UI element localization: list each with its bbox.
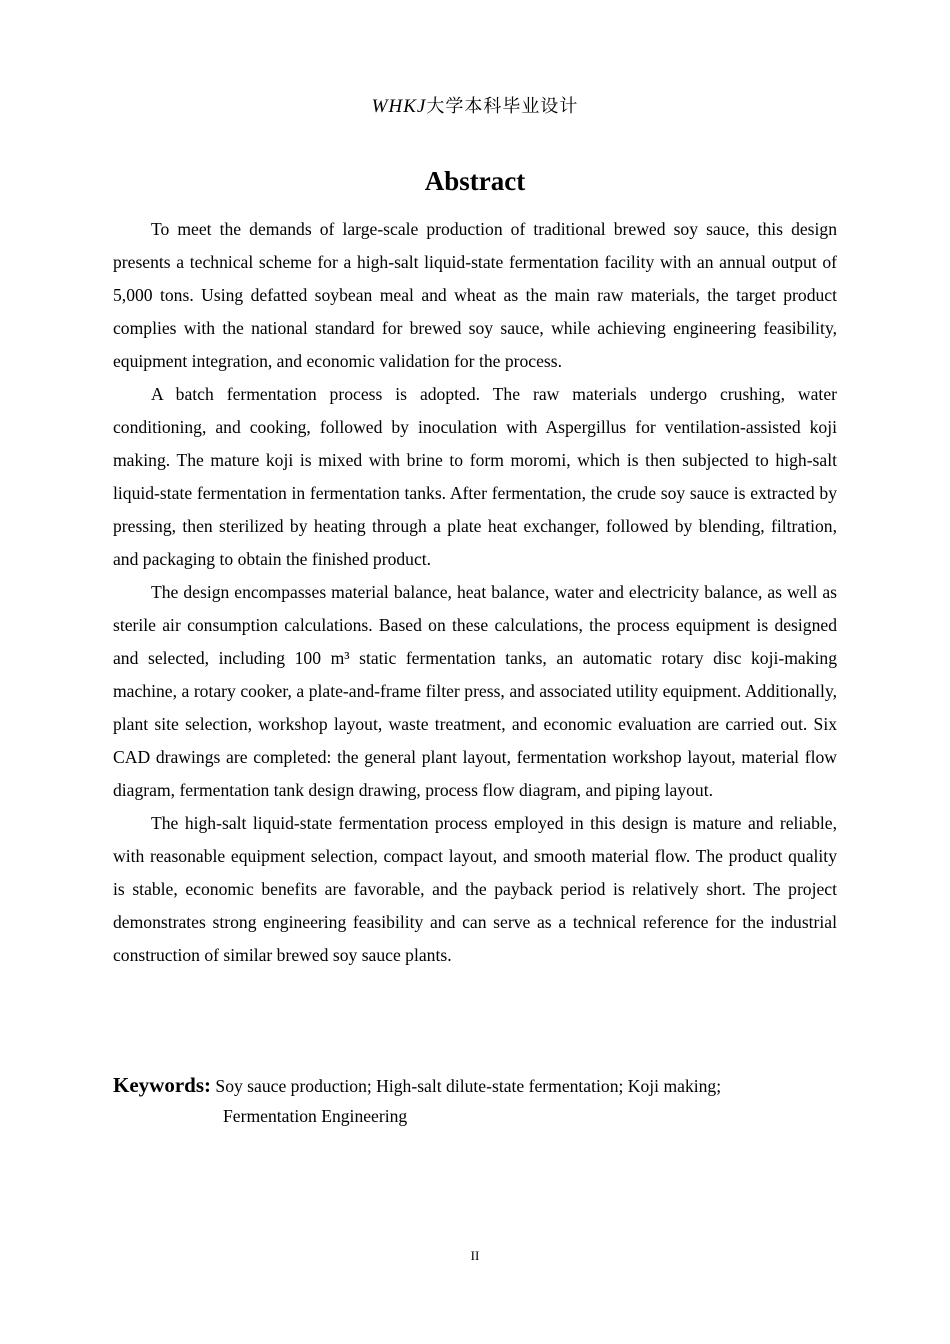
keywords-block	[113, 1070, 837, 1131]
page-title: Abstract	[424, 166, 526, 196]
keywords-text-2: Fermentation Engineering	[223, 1106, 408, 1126]
abstract-paragraph-3: The design encompasses material balance, heat balance, water and electricity balance, as well as sterile air consumption calculations. Based on these calculations, the process equipment is designed and selected, including 100 m³ static fermentation tanks, an automatic rotary disc koji-making machine, a rotary cooker, a plate-and-frame filter press, and associated utility equipment. Additionally, plant site selection, workshop layout, waste treatment, and economic evaluation are carried out. Six CAD drawings are completed: the general plant layout, fermentation workshop layout, material flow diagram, fermentation tank design drawing, process flow diagram, and piping layout.	[113, 582, 837, 800]
header-latin: WHKJ	[371, 96, 427, 117]
abstract-body	[113, 213, 837, 972]
running-header	[0, 92, 950, 118]
abstract-paragraph-2: A batch fermentation process is adopted. The raw materials undergo crushing, water conditioning, and cooking, followed by inoculation with Aspergillus for ventilation-assisted koji making. The mature koji is mixed with brine to form moromi, which is then subjected to high-salt liquid-state fermentation in fermentation tanks. After fermentation, the crude soy sauce is extracted by pressing, then sterilized by heating through a plate heat exchanger, followed by blending, filtration, and packaging to obtain the finished product.	[113, 384, 837, 569]
keywords-line-1	[113, 1070, 837, 1101]
abstract-paragraph-4: The high-salt liquid-state fermentation process employed in this design is mature and reliable, with reasonable equipment selection, compact layout, and smooth material flow. The product quality is stable, economic benefits are favorable, and the payback period is relatively short. The project demonstrates strong engineering feasibility and can serve as a technical reference for the industrial construction of similar brewed soy sauce plants.	[113, 813, 837, 965]
keywords-label: Keywords:	[113, 1073, 211, 1097]
keywords-text-1: Soy sauce production; High-salt dilute-state fermentation; Koji making;	[215, 1076, 722, 1096]
abstract-paragraph-1: To meet the demands of large-scale production of traditional brewed soy sauce, this design presents a technical scheme for a high-salt liquid-state fermentation facility with an annual output of 5,000 tons. Using defatted soybean meal and wheat as the main raw materials, the target product complies with the national standard for brewed soy sauce, while achieving engineering feasibility, equipment integration, and economic validation for the process.	[113, 219, 837, 371]
keywords-line-2	[113, 1101, 837, 1131]
header-cjk: 大学本科毕业设计	[426, 96, 579, 117]
page-number: II	[470, 1248, 480, 1263]
